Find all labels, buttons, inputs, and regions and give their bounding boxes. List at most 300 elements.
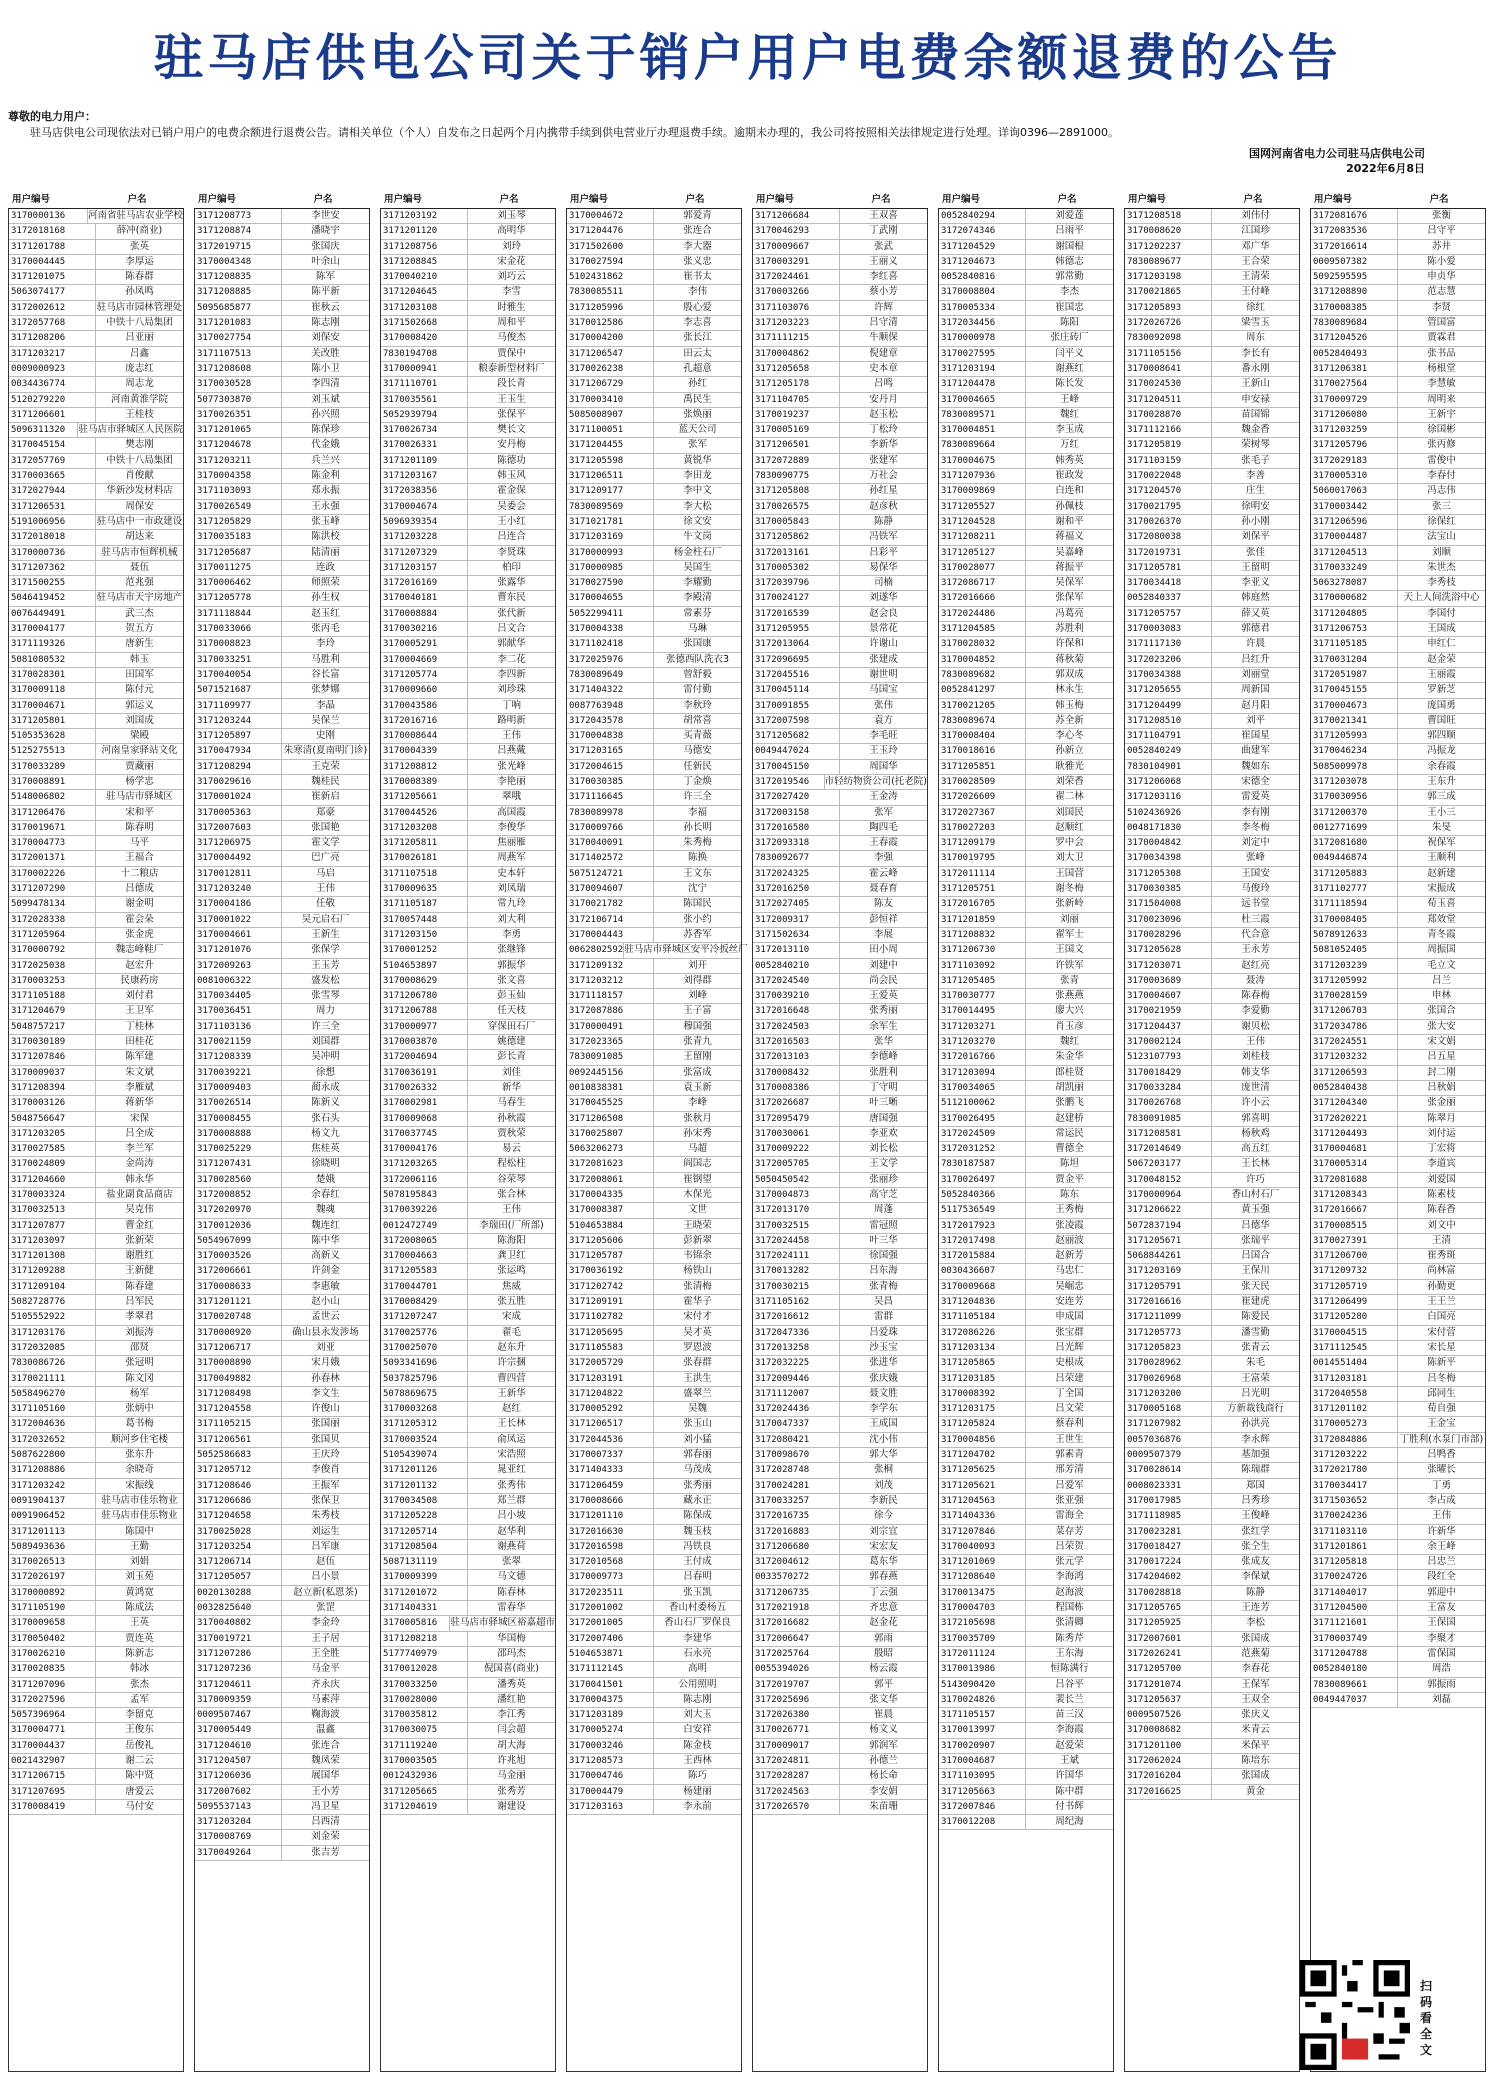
account-name: 魏玉枝 <box>683 1525 712 1537</box>
account-id: 3171208835 <box>195 270 282 284</box>
account-column <box>380 192 556 2077</box>
table-row <box>1125 1601 1299 1616</box>
table-row <box>381 1249 555 1264</box>
account-id: 3170008392 <box>939 1387 1026 1401</box>
account-id: 5096311320 <box>9 423 78 437</box>
account-name: 魏如东 <box>1241 760 1270 772</box>
account-name: 张冠明 <box>125 1357 154 1369</box>
account-name: 许辉 <box>873 301 893 313</box>
account-name: 李厚运 <box>125 255 154 267</box>
account-id: 3170005843 <box>753 515 840 529</box>
account-name: 孙长明 <box>683 821 712 833</box>
table-row <box>9 1249 183 1264</box>
table-row <box>9 1739 183 1754</box>
account-id: 3170030385 <box>567 775 654 789</box>
account-id: 3171201069 <box>939 1555 1026 1569</box>
account-name: 朱苗珊 <box>869 1800 898 1812</box>
account-name: 吴魏 <box>687 1403 707 1415</box>
account-name: 刘建中 <box>869 959 898 971</box>
table-row <box>567 974 741 989</box>
account-name: 陈德功 <box>497 454 526 466</box>
table-row <box>9 240 183 255</box>
account-id: 3172032225 <box>753 1356 840 1370</box>
table-row <box>1125 637 1299 652</box>
account-name: 任新民 <box>683 760 712 772</box>
account-id: 3171205778 <box>195 591 282 605</box>
account-id: 3171208206 <box>9 331 96 345</box>
table-row <box>753 423 927 438</box>
table-row <box>195 1846 369 1861</box>
account-name: 谢和平 <box>1055 515 1084 527</box>
account-id: 3170020748 <box>195 1310 282 1324</box>
account-id: 3171103076 <box>753 301 840 315</box>
table-row <box>753 989 927 1004</box>
account-id: 3171203116 <box>1125 790 1212 804</box>
account-name: 王王兰 <box>1427 1296 1456 1308</box>
account-id: 5085008907 <box>567 408 654 422</box>
account-name: 王双喜 <box>869 210 898 221</box>
account-id: 3170009869 <box>939 484 1026 498</box>
account-id: 3171205757 <box>1125 607 1212 621</box>
table-row <box>1125 1372 1299 1387</box>
account-name: 穆国强 <box>683 1020 712 1032</box>
table-row <box>195 867 369 882</box>
account-name: 吕秋娟 <box>1427 1081 1456 1093</box>
account-name: 荀玉喜 <box>1427 898 1456 910</box>
account-id: 3170030075 <box>381 1723 468 1737</box>
account-id: 3171205583 <box>381 1264 468 1278</box>
account-id: 3172095479 <box>753 1112 840 1126</box>
account-name: 刘佳 <box>501 1066 521 1078</box>
account-id: 3170034508 <box>381 1494 468 1508</box>
account-name: 王清 <box>1431 1234 1451 1246</box>
account-name: 庄生 <box>1245 485 1265 497</box>
table-row <box>1311 393 1485 408</box>
account-name: 王金涛 <box>869 791 898 803</box>
account-name: 温鑫 <box>315 1724 335 1736</box>
table-row <box>9 1601 183 1616</box>
table-row <box>9 683 183 698</box>
account-id: 3170000136 <box>9 209 88 223</box>
account-name: 陈静 <box>1245 1586 1265 1598</box>
account-name: 李慧敏 <box>1427 378 1456 390</box>
table-row <box>9 408 183 423</box>
account-id: 3170046234 <box>1311 744 1398 758</box>
account-name: 翟毛 <box>501 1326 521 1338</box>
account-id: 5048756647 <box>9 1112 96 1126</box>
account-name: 张国合 <box>1427 1005 1456 1017</box>
account-id: 3171201109 <box>381 454 468 468</box>
account-name: 高国霞 <box>497 806 526 818</box>
account-name: 王保川 <box>1241 1265 1270 1277</box>
table-row <box>939 423 1113 438</box>
account-name: 马忠仁 <box>1055 1265 1084 1277</box>
account-name: 崔新启 <box>311 791 340 803</box>
account-name: 驻马店市园林管理处 <box>96 301 183 313</box>
account-name: 王小红 <box>497 515 526 527</box>
account-name: 魏红 <box>1059 1036 1079 1048</box>
account-name: 刘巧云 <box>497 271 526 283</box>
table-row <box>381 484 555 499</box>
account-id: 3170026771 <box>753 1723 840 1737</box>
table-row <box>9 1020 183 1035</box>
account-name: 张红学 <box>1241 1525 1270 1537</box>
account-name: 李福 <box>687 806 707 818</box>
account-name: 封二刚 <box>1427 1066 1456 1078</box>
account-id: 3170023281 <box>1125 1525 1212 1539</box>
account-name: 李峰 <box>687 1097 707 1109</box>
account-id: 3170027391 <box>1311 1234 1398 1248</box>
account-name: 菜存芳 <box>1055 1525 1084 1537</box>
account-name: 王富荣 <box>1241 1372 1270 1384</box>
account-name: 柏印 <box>501 561 521 573</box>
account-id: 5085009978 <box>1311 760 1398 774</box>
header-name: 户名 <box>1243 194 1263 205</box>
account-name: 王永芳 <box>1241 944 1270 956</box>
account-id: 5105353628 <box>9 729 96 743</box>
account-id: 3171203163 <box>567 1800 654 1814</box>
account-name: 常运民 <box>1055 1127 1084 1139</box>
table-row <box>567 1463 741 1478</box>
account-name: 雷付勤 <box>683 684 712 696</box>
account-name: 关改胜 <box>311 347 340 359</box>
account-name: 李留克 <box>125 1709 154 1721</box>
account-id: 3170001252 <box>381 943 468 957</box>
account-name: 吴才英 <box>683 1326 712 1338</box>
table-row <box>1311 1463 1485 1478</box>
account-id: 3171021781 <box>567 515 654 529</box>
account-name: 范志慧 <box>1427 286 1456 298</box>
account-name: 张国贝 <box>311 1433 340 1445</box>
table-row <box>381 561 555 576</box>
account-name: 张文华 <box>869 1693 898 1705</box>
account-id: 5099478134 <box>9 897 96 911</box>
account-id: 3170009635 <box>381 882 468 896</box>
account-name: 王合荣 <box>1241 255 1270 267</box>
account-name: 吕鸣 <box>873 378 893 390</box>
account-name: 陈保珍 <box>311 424 340 436</box>
table-row <box>1125 1020 1299 1035</box>
table-row <box>1125 1632 1299 1647</box>
account-id: 3171206459 <box>567 1479 654 1493</box>
account-name: 李中文 <box>683 485 712 497</box>
account-name: 田小周 <box>869 944 898 956</box>
account-id: 3171203194 <box>939 362 1026 376</box>
account-id: 3171207846 <box>939 1525 1026 1539</box>
table-row <box>753 1479 927 1494</box>
table-row <box>939 500 1113 515</box>
account-name: 吕雨平 <box>1055 225 1084 237</box>
account-id: 3170037745 <box>381 1127 468 1141</box>
account-name: 刘峰 <box>687 990 707 1002</box>
account-name: 赵彦秋 <box>869 500 898 512</box>
table-row <box>939 1662 1113 1677</box>
table-row <box>1311 1249 1485 1264</box>
account-id: 3171203094 <box>939 1066 1026 1080</box>
account-name: 李春花 <box>1241 1663 1270 1675</box>
account-name: 路明新 <box>497 714 526 726</box>
account-id: 7830090775 <box>753 469 840 483</box>
table-row <box>1311 408 1485 423</box>
account-name: 翟二林 <box>1055 791 1084 803</box>
account-name: 李永前 <box>683 1800 712 1812</box>
account-name: 马胜利 <box>311 653 340 665</box>
account-name: 陶四毛 <box>869 821 898 833</box>
account-id: 3171203189 <box>567 1708 654 1722</box>
table-row <box>567 836 741 851</box>
account-id: 3170027585 <box>9 1142 96 1156</box>
table-row <box>567 224 741 239</box>
account-name: 时雅生 <box>497 301 526 313</box>
account-id: 3172009263 <box>195 959 282 973</box>
table-row <box>753 1219 927 1234</box>
account-id: 3171118844 <box>195 607 282 621</box>
table-row <box>9 897 183 912</box>
account-id: 3170009118 <box>9 683 96 697</box>
table-row <box>1125 974 1299 989</box>
account-id: 3172086717 <box>939 576 1026 590</box>
account-name: 吕爱珠 <box>869 1326 898 1338</box>
account-id: 3171205796 <box>1311 438 1398 452</box>
table-row <box>1125 1417 1299 1432</box>
table-row <box>381 897 555 912</box>
account-id: 3172080038 <box>1125 530 1212 544</box>
account-id: 3172016580 <box>753 821 840 835</box>
table-row <box>195 760 369 775</box>
account-id: 3172020221 <box>1311 1112 1398 1126</box>
account-name: 孙红 <box>687 378 707 390</box>
account-id: 3172016625 <box>1125 1785 1212 1799</box>
table-row <box>567 1601 741 1616</box>
account-id: 3170024236 <box>1311 1509 1398 1523</box>
account-id: 3171208218 <box>381 1632 468 1646</box>
table-row <box>9 607 183 622</box>
account-name: 吕全成 <box>125 1127 154 1139</box>
account-name: 齐永庆 <box>311 1678 340 1690</box>
account-id: 3171203191 <box>567 1372 654 1386</box>
account-id: 3171104791 <box>1125 729 1212 743</box>
account-id: 5102436926 <box>1125 806 1212 820</box>
table-row <box>381 454 555 469</box>
account-id: 0052841297 <box>939 683 1026 697</box>
account-id: 3171204507 <box>195 1754 282 1768</box>
table-row <box>195 1754 369 1769</box>
account-name: 张宝群 <box>1055 1326 1084 1338</box>
account-name: 刘付运 <box>1427 1127 1456 1139</box>
table-row <box>939 959 1113 974</box>
account-id: 3172015884 <box>939 1249 1026 1263</box>
account-id: 3171208343 <box>1311 1188 1398 1202</box>
account-id: 3170028159 <box>1311 989 1398 1003</box>
account-id: 0009000923 <box>9 362 96 376</box>
account-name: 孙生权 <box>311 592 340 604</box>
table-row <box>1125 240 1299 255</box>
account-name: 徐国彬 <box>1427 424 1456 436</box>
account-id: 3170019795 <box>939 851 1026 865</box>
account-id: 3170004492 <box>195 851 282 865</box>
account-id: 3170021159 <box>195 1035 282 1049</box>
account-id: 5067203177 <box>1125 1157 1212 1171</box>
account-name: 余王峰 <box>1427 1540 1456 1552</box>
account-id: 3171205695 <box>567 1326 654 1340</box>
table-row <box>195 622 369 637</box>
account-name: 许俊山 <box>311 1403 340 1415</box>
account-id: 3171206622 <box>1125 1203 1212 1217</box>
table-row <box>1125 668 1299 683</box>
table-row <box>195 1249 369 1264</box>
account-name: 金尚涛 <box>125 1158 154 1170</box>
table-row <box>753 240 927 255</box>
table-row <box>939 1402 1113 1417</box>
table-row <box>939 867 1113 882</box>
account-name: 田桂花 <box>125 1036 154 1048</box>
account-name: 吕守清 <box>869 317 898 329</box>
account-name: 张军 <box>687 439 707 451</box>
account-name: 陈东 <box>1059 1189 1079 1200</box>
table-row <box>9 484 183 499</box>
table-row <box>195 1004 369 1019</box>
account-name: 李国付 <box>1427 607 1456 619</box>
table-row <box>1311 301 1485 316</box>
table-row <box>9 561 183 576</box>
account-id: 3170008515 <box>1311 1219 1398 1233</box>
account-name: 张梦娜 <box>311 684 340 696</box>
account-id: 3170032513 <box>9 1203 96 1217</box>
table-row <box>567 1295 741 1310</box>
account-id: 3170004746 <box>567 1769 654 1783</box>
account-id: 3170004348 <box>195 255 282 269</box>
account-name: 孟世云 <box>311 1311 340 1323</box>
account-id: 3170004673 <box>1311 699 1398 713</box>
table-row <box>567 882 741 897</box>
account-name: 申安禄 <box>1241 393 1270 405</box>
account-id: 3171502634 <box>753 928 840 942</box>
account-name: 张秀伟 <box>497 1479 526 1491</box>
table-row <box>195 1234 369 1249</box>
account-name: 郭振华 <box>497 959 526 971</box>
account-id: 3170000985 <box>567 561 654 575</box>
account-id: 3170006462 <box>195 576 282 590</box>
account-id: 3171201126 <box>381 1463 468 1477</box>
table-row <box>195 699 369 714</box>
account-id: 3171103093 <box>195 484 282 498</box>
table-row <box>1311 959 1485 974</box>
account-name: 罗恩波 <box>683 1341 712 1353</box>
table-row <box>753 699 927 714</box>
account-name: 刘宗宜 <box>869 1525 898 1537</box>
table-row <box>9 1280 183 1295</box>
table-row <box>1311 943 1485 958</box>
table-row <box>753 316 927 331</box>
account-id: 3171103095 <box>939 1769 1026 1783</box>
account-name: 刘遂华 <box>869 592 898 604</box>
account-id: 3170030385 <box>1125 882 1212 896</box>
table-row <box>1311 821 1485 836</box>
account-id: 3170004675 <box>939 454 1026 468</box>
table-row <box>195 653 369 668</box>
table-row <box>9 1647 183 1662</box>
account-id: 3171203217 <box>9 347 96 361</box>
table-row <box>195 576 369 591</box>
table-row <box>1311 897 1485 912</box>
account-id: 3170030528 <box>195 377 282 391</box>
account-id: 3170008389 <box>381 775 468 789</box>
account-id: 3171203175 <box>939 1402 1026 1416</box>
account-id: 3170004358 <box>195 469 282 483</box>
table-row <box>9 393 183 408</box>
account-name: 王新宇 <box>1427 408 1456 420</box>
account-name: 贾保中 <box>497 347 526 359</box>
table-row <box>381 408 555 423</box>
account-name: 庞世清 <box>1241 1081 1270 1093</box>
account-id: 3171205621 <box>939 1479 1026 1493</box>
account-name: 驻马店市驿城区 <box>106 791 173 803</box>
account-id: 3171204678 <box>195 438 282 452</box>
table-row <box>939 1448 1113 1463</box>
table-row <box>567 1800 741 1815</box>
account-name: 马金平 <box>311 1663 340 1675</box>
account-id: 3170004661 <box>195 928 282 942</box>
table-row <box>939 1387 1113 1402</box>
account-id: 3171203223 <box>753 316 840 330</box>
table-row <box>1125 959 1299 974</box>
account-name: 张庆义 <box>1241 1709 1270 1721</box>
account-id: 3170035183 <box>195 530 282 544</box>
account-id: 3172028338 <box>9 913 96 927</box>
account-name: 陈翠月 <box>1427 1112 1456 1124</box>
account-name: 王文学 <box>869 1158 898 1170</box>
account-name: 李秀枝 <box>1427 577 1456 589</box>
table-row <box>753 668 927 683</box>
account-name: 彭长青 <box>497 1051 526 1063</box>
account-id: 3170028818 <box>1125 1586 1212 1600</box>
table-row <box>753 1540 927 1555</box>
account-name: 张军 <box>873 806 893 818</box>
table-row <box>195 1341 369 1356</box>
account-name: 朱寒清(夏南明门诊) <box>283 745 368 757</box>
account-id: 3171204500 <box>1311 1601 1398 1615</box>
account-name: 中铁十八局集团 <box>106 317 173 329</box>
account-id: 0091904137 <box>9 1494 96 1508</box>
account-id: 3171203169 <box>1125 1264 1212 1278</box>
table-row <box>939 1739 1113 1754</box>
account-id: 3172005705 <box>753 1157 840 1171</box>
account-id: 3172008852 <box>195 1188 282 1202</box>
account-id: 3171204673 <box>939 255 1026 269</box>
account-name: 张国丽 <box>311 1418 340 1430</box>
account-name: 冯葛亮 <box>1055 607 1084 619</box>
account-name: 张青九 <box>683 1036 712 1048</box>
account-name: 张德西队洗衣3 <box>665 653 730 665</box>
account-id: 5063206273 <box>567 1142 654 1156</box>
account-id: 3172004694 <box>381 1050 468 1064</box>
table-row <box>9 515 183 530</box>
table-row <box>939 1280 1113 1295</box>
account-id: 3170004200 <box>567 331 654 345</box>
account-name: 陈成法 <box>125 1602 154 1614</box>
account-id: 3170024726 <box>1311 1570 1398 1584</box>
account-id: 3171105157 <box>939 1708 1026 1722</box>
account-name: 李志喜 <box>683 317 712 329</box>
table-row <box>381 1112 555 1127</box>
header-id: 用户编号 <box>12 194 51 205</box>
account-id: 3171203259 <box>1311 423 1398 437</box>
qr-code-icon[interactable] <box>1300 1960 1410 2070</box>
account-name: 张国庆 <box>311 240 340 252</box>
account-id: 3170005169 <box>753 423 840 437</box>
account-id: 3171204570 <box>1125 484 1212 498</box>
account-name: 焦丽雁 <box>497 837 526 849</box>
